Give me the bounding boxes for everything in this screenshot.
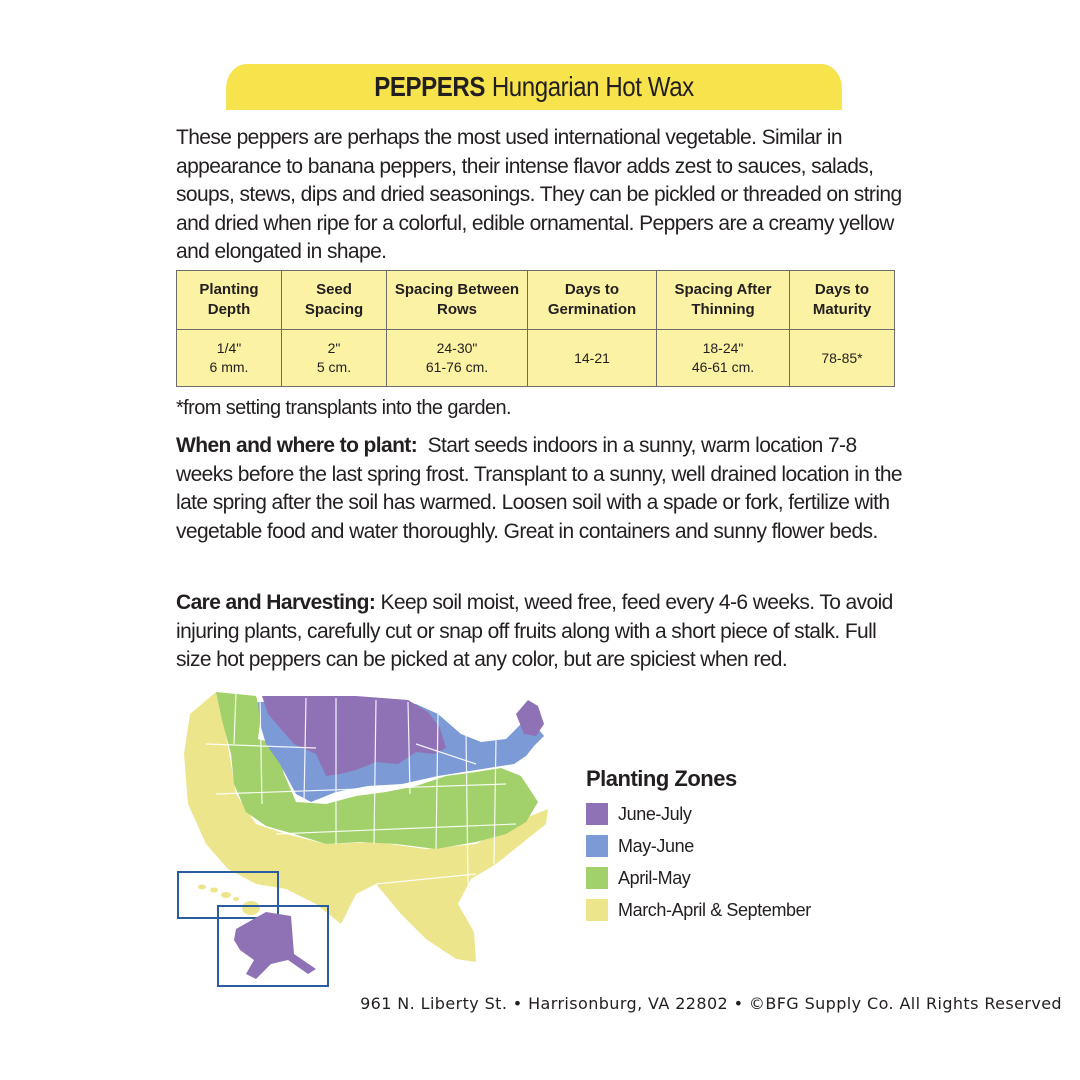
hawaii-island: [198, 885, 206, 890]
cell-days-to-germination: [528, 330, 657, 387]
planting-zones-legend: [586, 766, 906, 926]
intro-paragraph: These peppers are perhaps the most used international vegetable. Similar in appearance to banana peppers, their intense flavor adds zest to sauces, salads, soups, stews, dips and dried seasonings. They can be pickled or threaded on string and dried when ripe for a colorful, edible ornamental. Peppers are a creamy yellow and elongated in shape.: [176, 126, 902, 263]
footer-address: 961 N. Liberty St. • Harrisonburg, VA 22802 • ©BFG Supply Co. All Rights Reserved: [360, 994, 1062, 1013]
when-where-heading: When and where to plant:: [176, 434, 418, 457]
cell-planting-depth: [177, 330, 282, 387]
when-where-body: Start seeds indoors in a sunny, warm location 7-8 weeks before the last spring frost. Transplant to a sunny, well drained location in the late spring after the soil has warmed. Loosen soil with a spade or fork, fertilize with vegetable food and water thoroughly. Great in containers and sunny flower beds.: [176, 434, 903, 543]
table-row: [177, 330, 895, 387]
legend-label: April-May: [618, 867, 691, 888]
cell-days-to-maturity: [790, 330, 895, 387]
header-days-to-germination: Days to Germination: [528, 271, 657, 330]
header-days-to-maturity: Days to Maturity: [790, 271, 895, 330]
cell-line: 24-30": [436, 340, 478, 356]
cell-seed-spacing: [282, 330, 387, 387]
legend-label: May-June: [618, 835, 694, 856]
title-banner: [226, 64, 842, 110]
variety-name: Hungarian Hot Wax: [491, 71, 694, 102]
care-harvesting-body: Keep soil moist, weed free, feed every 4-6 weeks. To avoid injuring plants, carefully cut or snap off fruits along with a short piece of stalk. Full size hot peppers can be picked at any color, but are spiciest when red.: [176, 591, 893, 671]
cell-line: 78-85*: [821, 349, 863, 366]
alaska-shape: [234, 912, 316, 979]
legend-item-march-april-september: [586, 894, 906, 926]
cell-line: 6 mm.: [209, 359, 249, 375]
hawaii-island: [233, 897, 239, 901]
header-planting-depth: Planting Depth: [177, 271, 282, 330]
table-header-row: [177, 271, 895, 330]
cell-line: 2": [327, 340, 341, 356]
legend-swatch: [586, 835, 608, 857]
cell-line: 1/4": [216, 340, 242, 356]
care-harvesting-section: [176, 589, 906, 675]
legend-swatch: [586, 867, 608, 889]
legend-label: March-April & September: [618, 899, 811, 920]
legend-swatch: [586, 803, 608, 825]
header-seed-spacing: Seed Spacing: [282, 271, 387, 330]
cell-line: 18-24": [702, 340, 744, 356]
cell-spacing-after-thinning: [657, 330, 790, 387]
cell-line: 5 cm.: [316, 359, 352, 375]
planting-zone-map: [176, 684, 586, 989]
us-mainland-map: [184, 692, 548, 962]
legend-label: June-July: [618, 803, 692, 824]
hawaii-island: [221, 892, 231, 898]
crop-name: PEPPERS: [374, 71, 485, 102]
cell-line: 61-76 cm.: [425, 359, 489, 375]
header-spacing-after-thinning: Spacing After Thinning: [657, 271, 790, 330]
hawaii-island: [210, 888, 218, 893]
cell-line: 46-61 cm.: [691, 359, 755, 375]
when-where-section: [176, 432, 906, 546]
cell-line: 14-21: [574, 349, 610, 366]
transplant-note: *from setting transplants into the garden.: [176, 397, 512, 419]
hawaii-island: [242, 901, 260, 915]
legend-item-june-july: [586, 798, 906, 830]
legend-item-april-may: [586, 862, 906, 894]
legend-item-may-june: [586, 830, 906, 862]
legend-swatch: [586, 899, 608, 921]
header-spacing-between-rows: Spacing Between Rows: [387, 271, 528, 330]
planting-specs-table: [176, 270, 895, 387]
hawaii-islands: [198, 885, 260, 916]
legend-title: Planting Zones: [586, 766, 737, 791]
cell-spacing-between-rows: [387, 330, 528, 387]
care-harvesting-heading: Care and Harvesting:: [176, 591, 376, 614]
